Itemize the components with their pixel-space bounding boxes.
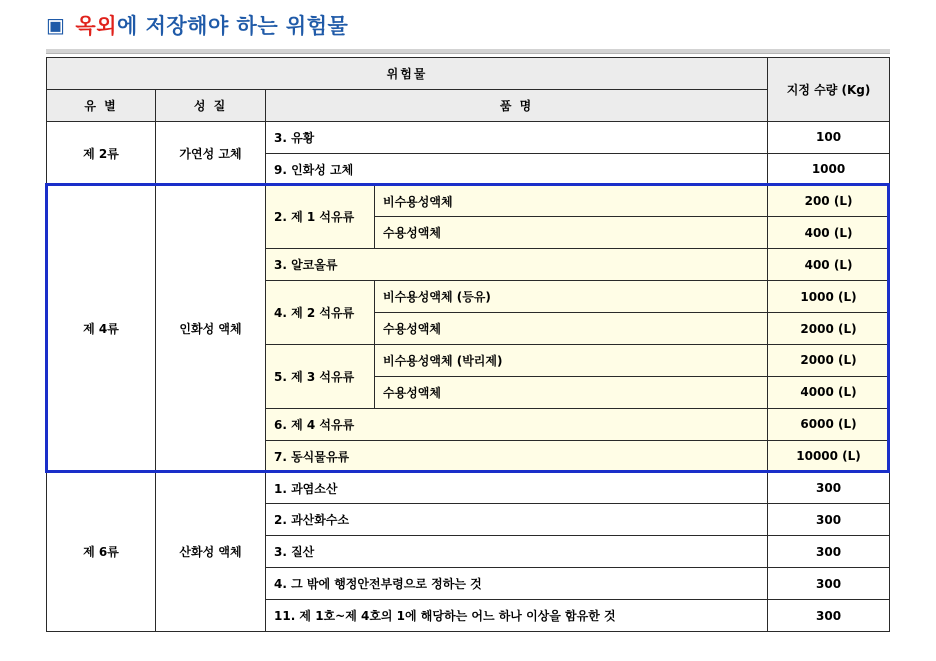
item-cell: 6. 제 4 석유류 [266, 408, 768, 440]
quantity-cell: 300 [768, 600, 890, 632]
item-cell: 1. 과염소산 [266, 472, 768, 504]
quantity-cell: 400 (L) [768, 217, 890, 249]
subitem-cell: 수용성액체 [375, 376, 768, 408]
quantity-cell: 4000 (L) [768, 376, 890, 408]
item-cell: 2. 과산화수소 [266, 504, 768, 536]
hazardous-materials-table [46, 57, 890, 632]
subitem-cell: 수용성액체 [375, 313, 768, 345]
item-cell: 3. 알코올류 [266, 249, 768, 281]
item-cell: 11. 제 1호~제 4호의 1에 해당하는 어느 하나 이상을 함유한 것 [266, 600, 768, 632]
quantity-cell: 300 [768, 504, 890, 536]
quantity-cell: 2000 (L) [768, 313, 890, 345]
class-cell: 제 2류 [47, 121, 156, 185]
quantity-cell: 2000 (L) [768, 345, 890, 377]
page-title [46, 10, 348, 40]
table-header-row [47, 58, 890, 90]
quantity-cell: 300 [768, 472, 890, 504]
header-class: 유 별 [47, 89, 156, 121]
header-item: 품 명 [266, 89, 768, 121]
table-row [47, 472, 890, 504]
square-bullet-icon: ▣ [46, 13, 66, 37]
table-header-row [47, 89, 890, 121]
class-cell: 제 6류 [47, 472, 156, 631]
quantity-cell: 300 [768, 536, 890, 568]
title-divider [46, 49, 890, 54]
item-cell: 9. 인화성 고체 [266, 153, 768, 185]
property-cell: 가연성 고체 [156, 121, 266, 185]
quantity-cell: 6000 (L) [768, 408, 890, 440]
property-cell: 인화성 액체 [156, 185, 266, 472]
item-cell: 4. 제 2 석유류 [266, 281, 375, 345]
item-cell: 3. 질산 [266, 536, 768, 568]
class-cell: 제 4류 [47, 185, 156, 472]
header-quantity: 지정 수량 (Kg) [768, 58, 890, 122]
subitem-cell: 비수용성액체 [375, 185, 768, 217]
item-cell: 7. 동식물유류 [266, 440, 768, 472]
item-cell: 5. 제 3 석유류 [266, 345, 375, 409]
item-cell: 2. 제 1 석유류 [266, 185, 375, 249]
property-cell: 산화성 액체 [156, 472, 266, 631]
table-row [47, 185, 890, 217]
title-highlight: 옥외 [75, 14, 117, 38]
group-header: 위험물 [47, 58, 768, 90]
quantity-cell: 100 [768, 121, 890, 153]
quantity-cell: 300 [768, 568, 890, 600]
quantity-cell: 10000 (L) [768, 440, 890, 472]
quantity-cell: 400 (L) [768, 249, 890, 281]
table-row [47, 121, 890, 153]
subitem-cell: 수용성액체 [375, 217, 768, 249]
header-property: 성 질 [156, 89, 266, 121]
quantity-cell: 200 (L) [768, 185, 890, 217]
subitem-cell: 비수용성액체 (박리제) [375, 345, 768, 377]
quantity-cell: 1000 [768, 153, 890, 185]
item-cell: 4. 그 밖에 행정안전부령으로 정하는 것 [266, 568, 768, 600]
title-text: 에 저장해야 하는 위험물 [116, 14, 349, 38]
quantity-cell: 1000 (L) [768, 281, 890, 313]
item-cell: 3. 유황 [266, 121, 768, 153]
subitem-cell: 비수용성액체 (등유) [375, 281, 768, 313]
